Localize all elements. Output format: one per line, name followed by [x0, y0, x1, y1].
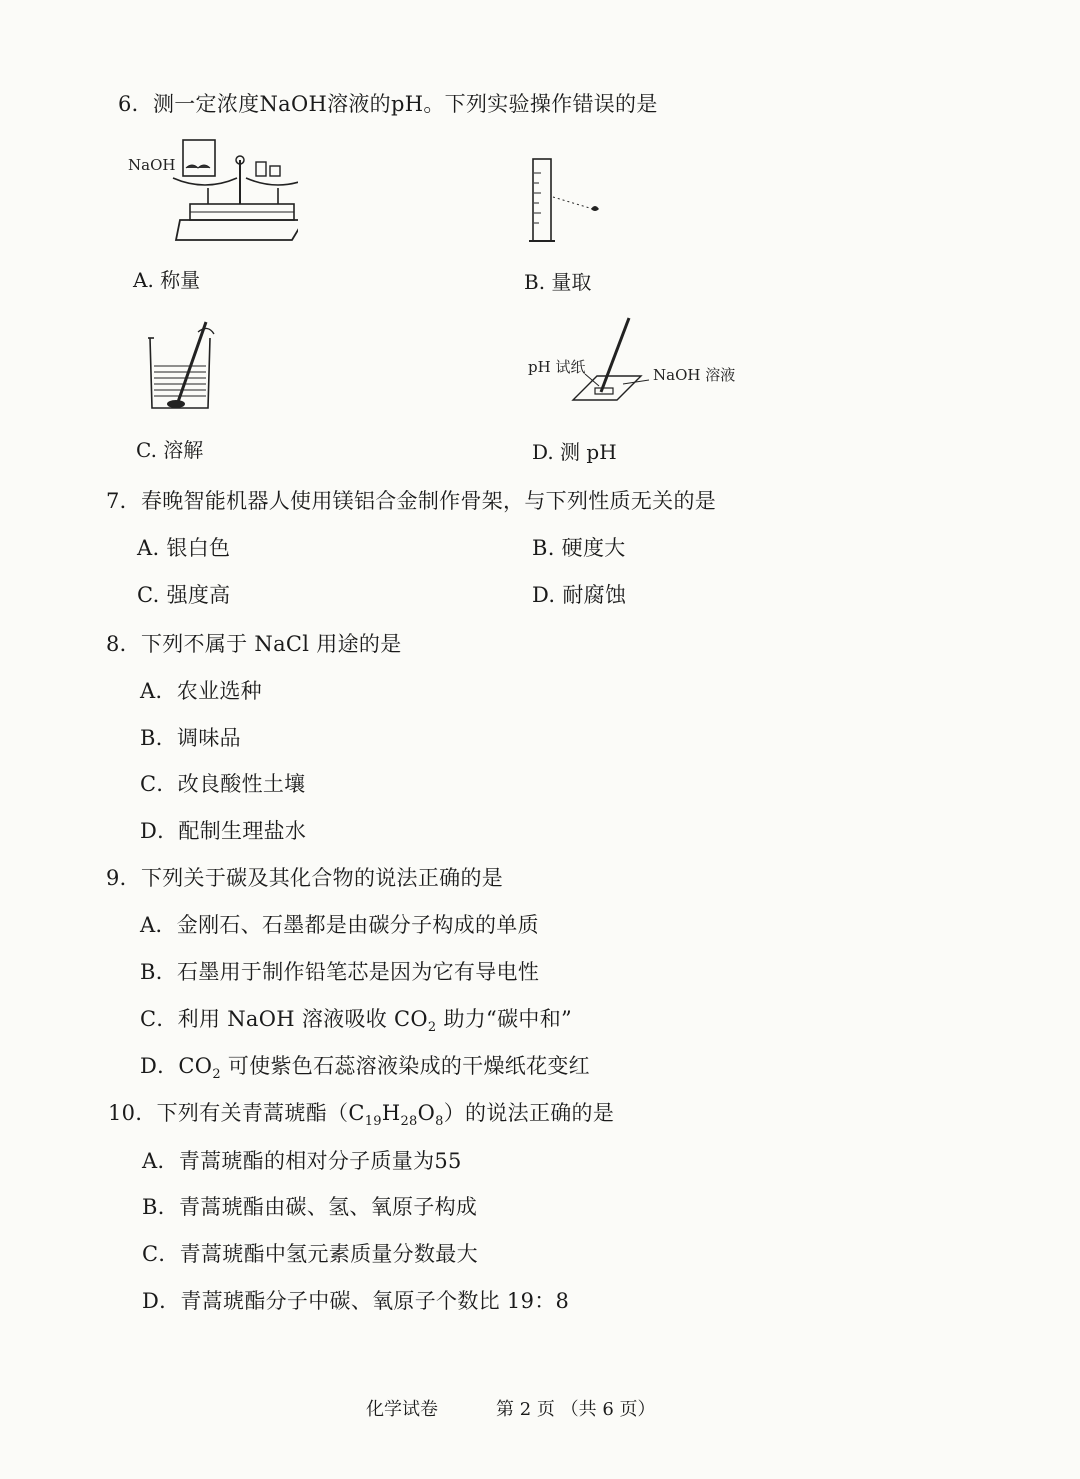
- option-8b: B．调味品: [140, 726, 241, 750]
- footer-page-number: 第 2 页 （共 6 页）: [496, 1399, 656, 1420]
- question-7-stem: 7．春晚智能机器人使用镁铝合金制作骨架，与下列性质无关的是: [106, 489, 717, 513]
- option-9d: D．$CO_2$ 可使紫色石蕊溶液染成的干燥纸花变红: [140, 1054, 590, 1083]
- option-6b: B. 量取: [524, 270, 592, 294]
- option-7b: B. 硬度大: [532, 536, 626, 560]
- footer-subject: 化学试卷: [366, 1399, 438, 1420]
- question-10-stem: 10．下列有关青蒿琥酯$(C_{19}H_{28}O_8)$的说法正确的是: [108, 1101, 615, 1130]
- naoh-solution-label: NaOH 溶液: [653, 366, 736, 384]
- option-7d: D. 耐腐蚀: [532, 583, 627, 607]
- option-6a: A. 称量: [133, 268, 201, 292]
- question-9-stem: 9．下列关于碳及其化合物的说法正确的是: [106, 866, 504, 890]
- option-7a: A. 银白色: [137, 536, 231, 560]
- option-10a: A．青蒿琥酯的相对分子质量为55: [142, 1149, 462, 1173]
- option-6d: D. 测 pH: [532, 440, 617, 464]
- naoh-label: NaOH: [128, 156, 176, 174]
- question-8-stem: 8．下列不属于 NaCl 用途的是: [106, 632, 402, 656]
- option-6c: C. 溶解: [136, 438, 204, 462]
- option-9b: B．石墨用于制作铅笔芯是因为它有导电性: [140, 960, 540, 984]
- balance-figure: [128, 132, 298, 247]
- question-6-stem: 6．测一定浓度NaOH溶液的pH。下列实验操作错误的是: [118, 92, 658, 116]
- ph-paper-label: pH 试纸: [528, 358, 586, 376]
- option-10c: C．青蒿琥酯中氢元素质量分数最大: [142, 1242, 478, 1266]
- ph-test-figure: [525, 312, 755, 407]
- option-7c: C. 强度高: [137, 583, 231, 607]
- beaker-figure: [140, 318, 230, 413]
- option-8a: A．农业选种: [140, 679, 262, 703]
- option-8c: C．改良酸性土壤: [140, 772, 306, 796]
- option-8d: D．配制生理盐水: [140, 819, 307, 843]
- cylinder-figure: [525, 155, 615, 250]
- option-10b: B．青蒿琥酯由碳、氢、氧原子构成: [142, 1195, 478, 1219]
- option-9c: C．利用 NaOH 溶液吸收 $CO_2$ 助力“碳中和”: [140, 1007, 573, 1036]
- option-10d: D．青蒿琥酯分子中碳、氧原子个数比 19：8: [142, 1289, 570, 1313]
- option-9a: A．金刚石、石墨都是由碳分子构成的单质: [140, 913, 539, 937]
